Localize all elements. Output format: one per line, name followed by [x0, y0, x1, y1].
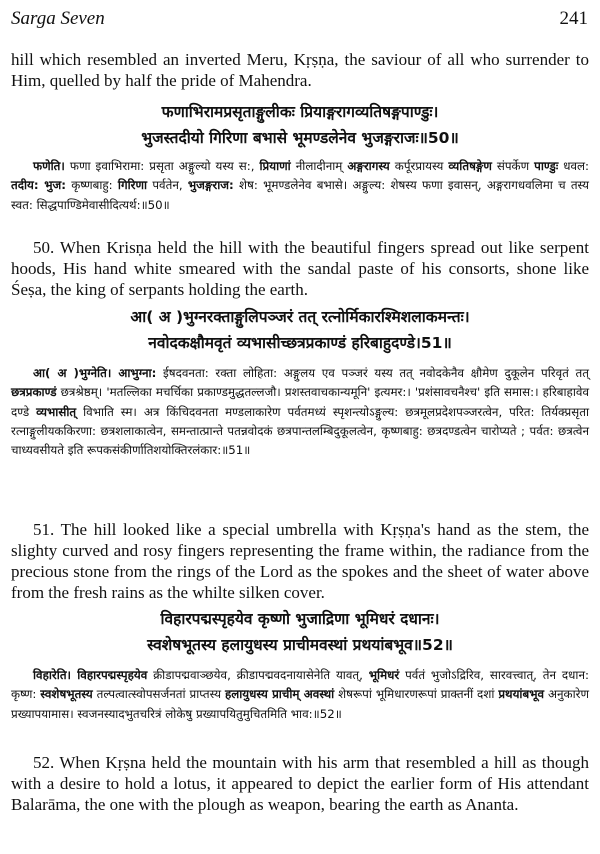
commentary-51: आ( अ )भुग्नेति। आभुग्ना: ईषदवनता: रक्ता लोहिता: अङ्गुलय एव पञ्जरं यस्य तत् नवोदकेनैव क्षौमेण दुकूलेन परिवृतं तत् छत्रप्रकाण्डं छत्रश्रेष्ठम्। 'मतल्लिका मचर्चिका प्रकाण्डमुद्धतल्लजौ। प्रशस्तवाचकान्यमूनि' इत्यमर:। 'प्रशंसावचनैश्च' इति समास:। हरिबाहावेव दण्डे व्यभासीत् विभाति स्म। अत्र किंचिदवनता मण्डलाकारेण पर्वतमध्यं स्पृशन्त्योऽङ्गुल्य: छत्रमूलप्रदेशपञ्जरत्वेन, परित: तिर्यक्प्रसृता रत्नाङ्गुलीयककिरणा: छत्रशलाकात्वेन, समन्तात्प्रान्ते पतन्नवोदकं छत्रपान्तलम्बिदुकूलत्वेन, कृष्णबाहु: छत्रदण्डत्वेन चारोप्यते ; पर्वत: छत्रत्वेन चाध्यवसीयते इति रूपकसंकीर्णातिशयोक्तिरलंकार:॥51॥	[11, 366, 589, 458]
page-header	[11, 8, 588, 36]
verse-51-line-1: आ( अ )भुग्नरक्ताङ्गुलिपञ्जरं तत् रत्नोर्मिकारश्मिशलाकमन्तः।	[130, 308, 470, 326]
running-title: Sarga Seven	[11, 8, 105, 29]
commentary-50-lead: फणेति।	[33, 159, 65, 173]
translation-51: 51. The hill looked like a special umbrella with Kṛṣṇa's hand as the stem, the slighty curved and rosy fingers representing the frame within, the radiance from the precious stone from the rings of the Lord as the spokes and the sheet of water above from the fresh rains as the whilte silken cover.	[11, 520, 589, 602]
verse-52-line-1: विहारपद्मस्पृहयेव कृष्णो भुजाद्रिणा भूमिधरं दधानः।	[160, 610, 440, 628]
verse-51-line-2: नवोदकक्षौमवृतं व्यभासीच्छत्रप्रकाण्डं हरिबाहुदण्डे।51॥	[148, 334, 452, 352]
verse-50	[11, 99, 589, 151]
translation-50: 50. When Krisṇa held the hill with the beautiful fingers spread out like serpent hoods, His hand white smeared with the sandal paste of his consorts, shone like Śeṣa, the king of serpants holding the earth.	[11, 238, 589, 299]
translation-52: 52. When Kṛṣna held the mountain with his arm that resembled a hill as though with a desire to hold a lotus, it appeared to depict the earlier form of His attendant Balarāma, the one with the plough as weapon, bearing the earth as Ananta.	[11, 753, 589, 814]
verse-51	[11, 304, 589, 356]
verse-50-line-2: भुजस्तदीयो गिरिणा बभासे भूमण्डलेनेव भुजङ्गराजः॥50॥	[141, 129, 459, 147]
page-number: 241	[559, 8, 588, 29]
commentary-52: विहारेति। विहारपद्मस्पृहयेव क्रीडापद्मवाञ्छयेव, क्रीडापद्मवदनायासेनेति यावत्, भूमिधरं पर्वतं भुजोऽद्रिरिव, सारवत्त्वात्, तेन दधान: कृष्ण: स्वशेषभूतस्य तल्पत्वात्स्वोपसर्जनतां प्राप्तस्य हलायुधस्य प्राचीम् अवस्थां शेषरूपां भूमिधारणरूपां प्राक्तनीं दशां प्रथयांबभूव अनुकारेण प्रख्यापयामास। स्वजनस्यादभुतचरित्रं लोकेषु प्रख्यापयितुमुचितमिति भाव:॥52॥	[11, 668, 590, 721]
verse-52-line-2: स्वशेषभूतस्य हलायुधस्य प्राचीमवस्थां प्रथयांबभूव॥52॥	[147, 636, 453, 654]
verse-50-line-1: फणाभिरामप्रसृताङ्गुलीकः प्रियाङ्गरागव्यतिषङ्गपाण्डुः।	[161, 103, 439, 121]
top-paragraph: hill which resembled an inverted Meru, Kṛṣṇa, the saviour of all who surrender to Him, quelled by half the pride of Mahendra.	[11, 50, 589, 90]
verse-52	[11, 606, 589, 658]
commentary-50: फणेति। फणा इवाभिरामा: प्रसृता अङ्गुल्यो यस्य स:, प्रियाणां नीलादीनाम् अङ्गरागस्य कर्पूरप्रायस्य व्यतिषङ्गेण संपर्केण पाण्डुः धवल: तदीय: भुज: कृष्णबाहु: गिरिणा पर्वतेन, भुजङ्गराज: शेष: भूमण्डलेनेव बभासे। अङ्गुल्य: शेषस्य फणा इवासन्, अङ्गरागधवलिमा च तस्य स्वत: सिद्धपाण्डिमेवासीदित्यर्थ:॥50॥	[11, 159, 589, 212]
commentary-51-lead: आ( अ )भुग्नेति।	[33, 366, 112, 380]
commentary-52-lead: विहारेति।	[33, 668, 72, 682]
